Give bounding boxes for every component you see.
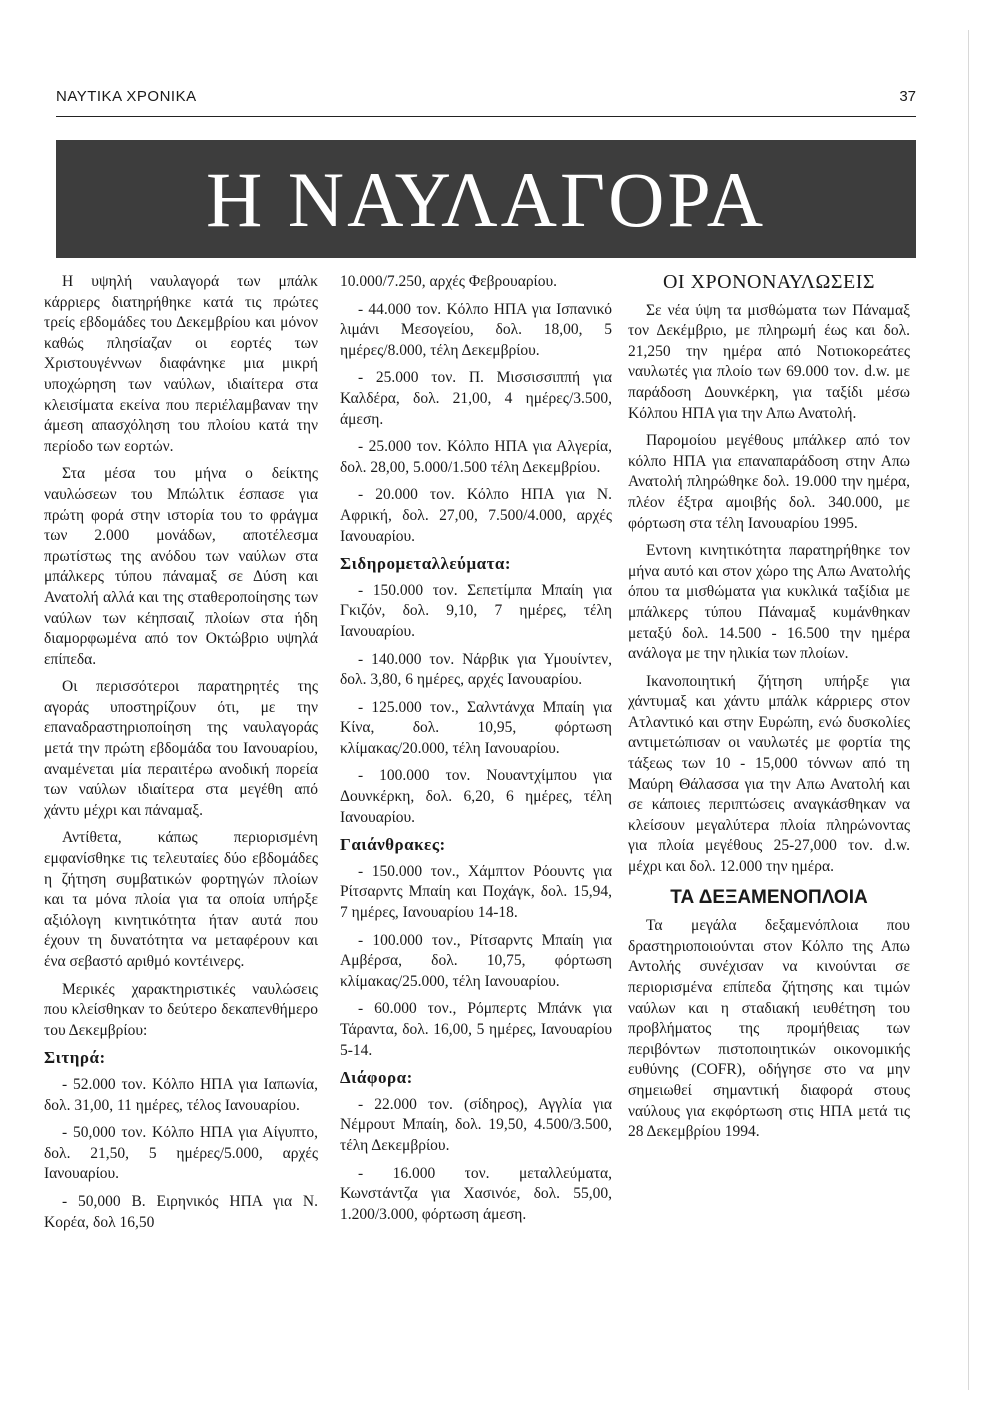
paragraph: Η υψηλή ναυλαγορά των μπάλκ κάρριερς διατηρήθηκε κατά τις πρώτες τρείς εβδομάδες του Δεκεμβρίου και μόνον καθώς πλησίαζαν οι εορτές των Χριστουγέννων διαφάνηκε μια μικρή υποχώρηση των ναύλων, ιδιαίτερα στα κλεισίματα εκείνα που περιέλαμβαναν την άμεση απασχόληση του πλοίου κατά την περίοδο των εορτών. xyxy=(44,273,318,455)
paragraph: Παρομοίου μεγέθους μπάλκερ από τον κόλπο ΗΠΑ για επαναπαράδοση στην Απω Ανατολή πληρώθηκε δολ. 19.000 την ημέρα, πλέον έξτρα αμοιβής δολ. 340.000, με φόρτωση στα τέλη Ιανουαρίου 1995. xyxy=(628,432,910,532)
running-header xyxy=(56,88,916,117)
paragraph: Αντίθετα, κάπως περιορισμένη εμφανίσθηκε τις τελευταίες δύο εβδομάδες η ζήτηση συμβατικών φορτηγών πλοίων και τα μόνα πλοία για τα οποία υπήρξε αξιόλογη κινητικότητα ήταν αυτά που έχουν τη δυνατότητα να μεταφέρουν και ένα σεβαστό αριθμό κοντέινερς. xyxy=(44,829,318,970)
list-item: - 25.000 τον. Κόλπο ΗΠΑ για Αλγερία, δολ. 28,00, 5.000/1.500 τέλη Δεκεμβρίου. xyxy=(340,438,612,476)
list-item: - 140.000 τον. Νάρβικ για Υμουίντεν, δολ. 3,80, 6 ημέρες, αρχές Ιανουαρίου. xyxy=(340,650,612,689)
column-2 xyxy=(340,272,612,1232)
list-item: - 150.000 τον. Σεπετίμπα Μπαίη για Γκιζόν, δολ. 9,10, 7 ημέρες, τέλη Ιανουαρίου. xyxy=(340,581,612,640)
title-banner xyxy=(56,140,916,258)
list-item: - 60.000 τον., Ρόμπερτς Μπάνκ για Τάραντα, δολ. 16,00, 5 ημέρες, Ιανουαρίου 5-14. xyxy=(340,1000,612,1059)
section-heading-misc: Διάφορα: xyxy=(340,1068,413,1088)
section-heading-tankers: ΤΑ ΔΕΞΑΜΕΝΟΠΛΟΙΑ xyxy=(670,886,868,908)
paragraph: Μερικές χαρακτηριστικές ναυλώσεις που κλείσθηκαν το δεύτερο δεκαπενθήμερο του Δεκεμβρίου: xyxy=(44,980,318,1039)
list-item: - 50,000 Β. Ειρηνικός ΗΠΑ για Ν. Κορέα, δολ 16,50 xyxy=(44,1192,318,1231)
section-heading-iron-ore: Σιδηρομεταλλεύματα: xyxy=(340,554,512,574)
page-number: 37 xyxy=(899,88,916,105)
paragraph: Εντονη κινητικότητα παρατηρήθηκε τον μήνα αυτό και στον χώρο της Απω Ανατολής όπου τα μισθώματα για κυκλικά ταξίδια με μπάλκερς τύπου Πάναμαξ κυμάνθηκαν μεταξύ δολ. 14.500 - 16.500 την ημέρα ανάλογα με την ηλικία των πλοίων. xyxy=(628,542,910,663)
column-3 xyxy=(628,272,910,1150)
list-item: - 44.000 τον. Κόλπο ΗΠΑ για Ισπανικό λιμάνι Μεσογείου, δολ. 18,00, 5 ημέρες/8.000, τέλη Δεκεμβρίου. xyxy=(340,300,612,359)
list-item: - 16.000 τον. μεταλλεύματα, Κωνστάντζα για Χασινόε, δολ. 55,00, 1.200/3.000, φόρτωση άμεση. xyxy=(340,1164,612,1223)
paragraph: Τα μεγάλα δεξαμενόπλοια που δραστηριοποιούνται στον Κόλπο της Απω Αντολής συνέχισαν να κινούνται σε περιορισμένα επίπεδα ζήτησης και τιμών ναύλων και η σταδιακή ιευθέτηση του προβλήματος της προμήθειας των περιβόντων πιστοποιητικών οικονομικής ευθύνης (COFR), οδήγησε στο να μην σημειωθεί σημαντική διαφορά στους ναύλους για εκφόρτωση στις ΗΠΑ μετά τις 28 Δεκεμβρίου 1994. xyxy=(628,917,910,1141)
section-heading-coal: Γαιάνθρακες: xyxy=(340,835,446,855)
list-item: - 22.000 τον. (σίδηρος), Αγγλία για Νέμρουτ Μπαίη, δολ. 19,50, 4.500/3.500, τέλη Δεκεμβρίου. xyxy=(340,1095,612,1154)
list-item: - 150.000 τον., Χάμπτον Ρόουντς για Ρίτσαρντς Μπαίη και Ποχάγκ, δολ. 15,94, 7 ημέρες, Ιανουαρίου 14-18. xyxy=(340,862,612,922)
list-item: - 25.000 τον. Π. Μισσισσιππή για Καλδέρα, δολ. 21,00, 4 ημέρες/3.500, άμεση. xyxy=(340,369,612,428)
paragraph: Οι περισσότεροι παρατηρητές της αγοράς υποστηρίζουν ότι, με την επαναδραστηριοποίηση της ναυλαγοράς μετά την πρώτη εβδομάδα του Ιανουαρίου, αναμένεται μία περαιτέρω ανοδική πορεία των ναύλων ιδιαίτερα στα μεγέθη από χάντυ μέχρι και πάναμαξ. xyxy=(44,678,318,819)
list-item: - 100.000 τον., Ρίτσαρντς Μπαίη για Αμβέρσα, δολ. 10,75, φόρτωση κλίμακας/25.000, τέλη Ιανουαρίου. xyxy=(340,931,612,990)
paragraph-continuation: 10.000/7.250, αρχές Φεβρουαρίου. xyxy=(340,273,558,290)
list-item: - 100.000 τον. Νουαντχίμπου για Δουνκέρκη, δολ. 6,20, 6 ημέρες, τέλη Ιανουαρίου. xyxy=(340,767,612,826)
page-edge-line xyxy=(968,30,969,1390)
list-item: - 20.000 τον. Κόλπο ΗΠΑ για Ν. Αφρική, δολ. 27,00, 7.500/4.000, αρχές Ιανουαρίου. xyxy=(340,486,612,545)
list-item: - 50,000 τον. Κόλπο ΗΠΑ για Αίγυπτο, δολ. 21,50, 5 ημέρες/5.000, αρχές Ιανουαρίου. xyxy=(44,1124,318,1183)
paragraph: Στα μέσα του μήνα ο δείκτης ναυλώσεων του Μπώλτικ έσπασε για πρώτη φορά στην ιστορία του το φράγμα των 2.000 μονάδων, αποτέλεσμα πρωτίστως της ανόδου των ναύλων στα μπάλκερς τύπου πάναμαξ σε Δύση και Ανατολή αλλά και της σταθεροποίησης των ναύλων των κέηπσαιζ πλοίων στα ήδη διαμορφωμένα από τον Οκτώβριο υψηλά επίπεδα. xyxy=(44,465,318,668)
list-item: - 125.000 τον., Σαλντάνχα Μπαίη για Κίνα, δολ. 10,95, φόρτωση κλίμακας/20.000, τέλη Ιανουαρίου. xyxy=(340,698,612,757)
section-heading-grain: Σιτηρά: xyxy=(44,1048,106,1068)
section-heading-time-charters: ΟΙ ΧΡΟΝΟΝΑΥΛΩΣΕΙΣ xyxy=(662,271,876,293)
paragraph: Σε νέα ύψη τα μισθώματα των Πάναμαξ τον Δεκέμβριο, με πληρωμή έως και δολ. 21,250 την ημέρα από Νοτιοκορεάτες ναυλωτές για πλοίο των 69.000 τον. d.w. με παράδοση Δουνκέρκη, για ταξίδι μέσω Κόλπου ΗΠΑ για την Απω Ανατολή. xyxy=(628,301,910,422)
column-1 xyxy=(44,272,318,1240)
magazine-name: ΝΑΥΤΙΚΑ ΧΡΟΝΙΚΑ xyxy=(56,88,197,105)
paragraph: Ικανοποιητική ζήτηση υπήρξε για χάντυμαξ και χάντυ μπάλκ κάρριερς στον Ατλαντικό και στην Ευρώπη, ενώ δυσκολίες αντιμετώπισαν οι ναυλωτές με φορτία της τάξεως των 10 - 15,000 τόννων από τη Μαύρη Θάλασσα για την Απω Ανατολή και σε κάποιες περιπτώσεις αναγκάσθηκαν να κλείσουν μεγαλύτερα πλοία πληρώνοντας για πλοία μεγέθους 25-27,000 τον. d.w. μέχρι και δολ. 12.000 την ημέρα. xyxy=(628,672,910,876)
page-title: Η ΝΑΥΛΑΓΟΡΑ xyxy=(205,156,767,243)
list-item: - 52.000 τον. Κόλπο ΗΠΑ για Ιαπωνία, δολ. 31,00, 11 ημέρες, τέλος Ιανουαρίου. xyxy=(44,1075,318,1114)
